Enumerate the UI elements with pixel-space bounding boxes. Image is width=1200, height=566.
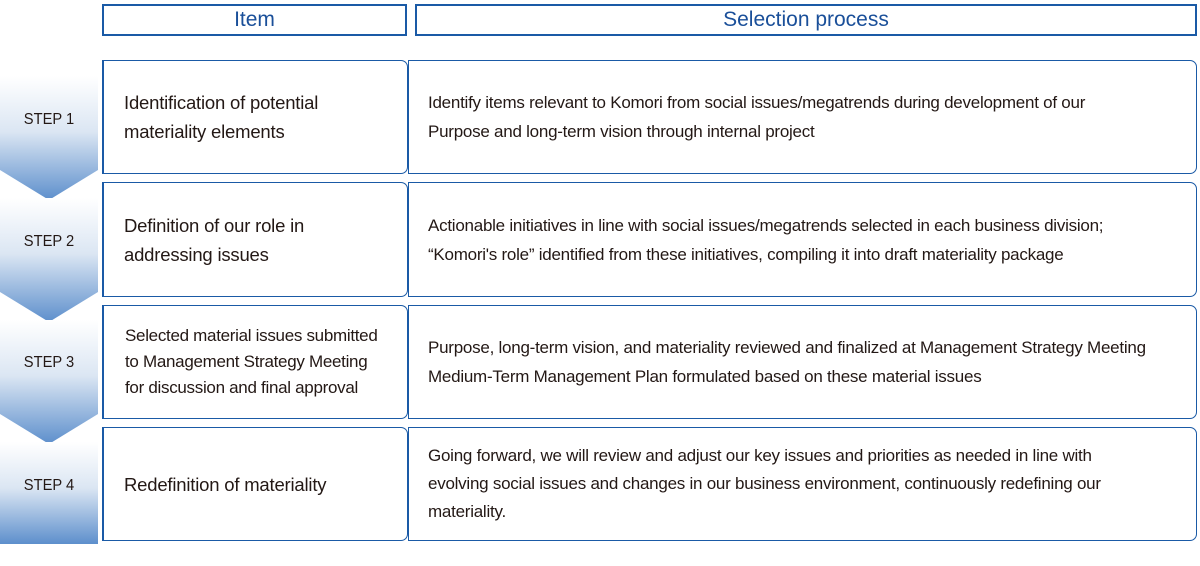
header-selection-process — [415, 4, 1197, 36]
step-3-item-box — [102, 305, 408, 419]
step-4-item-text: Redefinition of materiality — [124, 473, 327, 495]
step-1-item-text: Identification of potential materiality elements — [124, 92, 319, 142]
step-3-arrow — [0, 320, 98, 444]
step-4-label: STEP 4 — [23, 477, 75, 494]
step-3-item-text: Selected material issues submitted to Management Strategy Meeting for discussion and final approval — [125, 326, 378, 397]
step-2-item-text: Definition of our role in addressing issues — [124, 214, 305, 265]
step-3-process-text: Purpose, long-term vision, and materiality reviewed and finalized at Management Strategy Meeting Medium-Term Management Plan formulated based on these material issues — [428, 338, 1146, 386]
step-1-label: STEP 1 — [23, 111, 75, 128]
step-4-arrow — [0, 442, 98, 566]
step-2-process-text: Actionable initiatives in line with social issues/megatrends selected in each business division; “Komori's role” identified from these initiatives, compiling it into draft materiality package — [428, 215, 1104, 264]
step-4-process-text: Going forward, we will review and adjust our key issues and priorities as needed in line with evolving social issues and changes in our business environment, continuously redefining our materiality. — [428, 446, 1101, 521]
step-1-arrow — [0, 76, 98, 200]
step-1-item-box — [102, 60, 408, 174]
step-3-label: STEP 3 — [23, 354, 75, 371]
step-2-item-box — [102, 182, 408, 297]
header-item — [102, 4, 407, 36]
step-3-process-box — [408, 305, 1197, 419]
header-item-label: Item — [234, 8, 275, 31]
step-1-process-box — [408, 60, 1197, 174]
step-1-process-text: Identify items relevant to Komori from social issues/megatrends during development of our Purpose and long-term vision through internal project — [428, 93, 1086, 141]
step-4-process-box — [408, 427, 1197, 541]
header-process-label: Selection process — [723, 8, 889, 31]
step-4-item-box — [102, 427, 408, 541]
step-2-label: STEP 2 — [23, 233, 75, 250]
step-2-process-box — [408, 182, 1197, 297]
step-2-arrow — [0, 198, 98, 322]
